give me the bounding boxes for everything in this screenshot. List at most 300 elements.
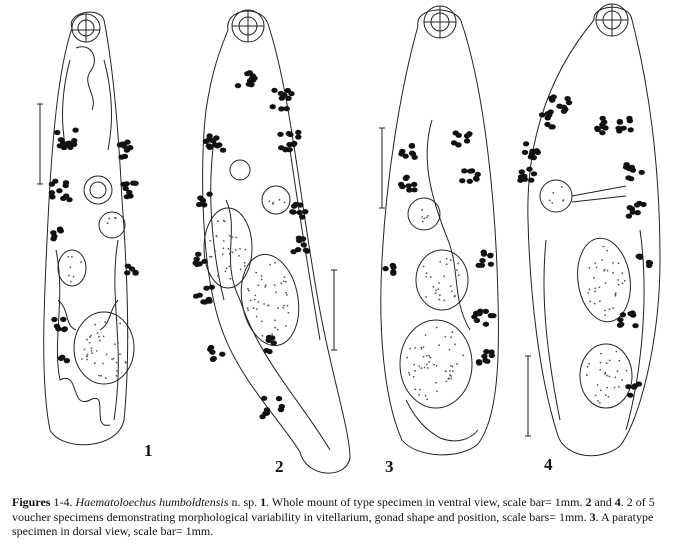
stipple-dot [244,262,246,264]
stipple-dot [232,252,234,254]
stipple-dot [261,321,263,323]
stipple-dot [449,349,451,351]
vitellarium-follicle [289,209,295,214]
vitellarium-follicle [127,145,133,150]
vitellarium-follicle [57,226,63,231]
stipple-dot [599,369,601,371]
vitellarium-follicle [206,297,212,302]
vitellarium-follicle [301,242,307,247]
stipple-dot [419,365,421,367]
stipple-dot [229,278,231,280]
stipple-dot [267,305,269,307]
vitellarium-follicle [464,138,470,143]
figure-number-1: 1 [144,441,153,460]
stipple-dot [449,370,451,372]
stipple-dot [587,366,589,368]
vitellarium-follicle [461,168,467,173]
stipple-dot [105,377,107,379]
stipple-dot [608,376,610,378]
stipple-dot [552,192,554,194]
stipple-dot [413,364,415,366]
vitellarium-follicle [251,76,257,81]
caption-text: . 2 of 5 voucher specimens demonstrating morphological variability in vitellarium, gonad shape and position, scale bars= 1mm. [12,495,655,524]
stipple-dot [106,354,108,356]
stipple-dot [443,276,445,278]
stipple-dot [94,324,96,326]
stipple-dot [604,310,606,312]
stipple-dot [254,299,256,301]
vitellarium-follicle [124,140,130,145]
stipple-dot [275,292,277,294]
stipple-dot [229,253,231,255]
stipple-dot [269,264,271,266]
caption-ref-1: 1 [260,495,267,509]
stipple-dot [603,246,605,248]
stipple-dot [258,301,260,303]
vitellarium-follicle [617,317,623,322]
stipple-dot [597,384,599,386]
stipple-dot [117,342,119,344]
figure-caption [12,495,672,539]
vitellarium-follicle [49,194,55,199]
vitellarium-follicle [534,148,540,153]
stipple-dot [238,255,240,257]
specimen-4-scale-bar [525,356,531,436]
stipple-dot [261,279,263,281]
stipple-dot [214,250,216,252]
vitellarium-follicle [209,285,215,290]
vitellarium-follicle [270,104,276,109]
stipple-dot [624,280,626,282]
stipple-dot [71,256,73,258]
stipple-dot [240,269,242,271]
vitellarium-follicle [627,393,633,398]
stipple-dot [271,333,273,335]
vitellarium-follicle [297,202,303,207]
stipple-dot [433,286,435,288]
vitellarium-follicle [476,263,482,268]
stipple-dot [230,250,232,252]
stipple-dot [594,303,596,305]
stipple-dot [116,362,118,364]
stipple-dot [446,258,448,260]
stipple-dot [215,235,217,237]
vitellarium-follicle [466,131,472,136]
vitellarium-follicle [488,262,494,267]
stipple-dot [436,365,438,367]
vitellarium-follicle [295,134,301,139]
vitellarium-follicle [411,182,417,187]
stipple-dot [425,334,427,336]
stipple-dot [425,395,427,397]
vitellarium-follicle [278,407,284,412]
stipple-dot [222,254,224,256]
stipple-dot [604,314,606,316]
stipple-dot [80,261,82,263]
stipple-dot [450,336,452,338]
stipple-dot [458,274,460,276]
stipple-dot [596,267,598,269]
vitellarium-follicle [206,192,212,197]
vitellarium-follicle [299,214,305,219]
vitellarium-follicle [63,193,69,198]
stipple-dot [424,367,426,369]
stipple-dot [253,307,255,309]
stipple-dot [599,300,601,302]
stipple-dot [462,354,464,356]
vitellarium-follicle [629,310,635,315]
vitellarium-follicle [411,187,417,192]
stipple-dot [87,354,89,356]
stipple-dot [446,263,448,265]
vitellaria-layer [49,70,653,419]
stipple-dot [430,357,432,359]
stipple-dot [443,300,445,302]
vitellarium-follicle [271,340,277,345]
stipple-dot [454,343,456,345]
vitellarium-follicle [219,352,225,357]
stipple-dot [284,202,286,204]
vitellarium-follicle [200,198,206,203]
stipple-dot [70,266,72,268]
stipple-dot [217,220,219,222]
vitellarium-follicle [132,270,138,275]
stipple-dot [414,389,416,391]
vitellarium-follicle [623,162,629,167]
stipple-dot [433,364,435,366]
stipple-dot [594,262,596,264]
specimen-1-scale-bar [37,104,43,184]
stipple-dot [451,291,453,293]
vitellarium-follicle [635,210,641,215]
stipple-dot [604,269,606,271]
stipple-dot [426,272,428,274]
stipple-dot [91,347,93,349]
stipple-dot [70,281,72,283]
stipple-dot [111,359,113,361]
vitellarium-follicle [195,252,201,257]
vitellarium-follicle [279,96,285,101]
stipple-dot [244,265,246,267]
vitellarium-follicle [285,88,291,93]
vitellarium-follicle [284,106,290,111]
vitellarium-follicle [286,147,292,152]
stipple-dot [561,186,563,188]
caption-ref-4: 4 [614,495,621,509]
stipple-dot [615,292,617,294]
vitellarium-follicle [627,205,633,210]
vitellarium-follicle [197,261,203,266]
vitellarium-follicle [615,126,621,131]
stipple-dot [211,256,213,258]
stipple-dot [618,284,620,286]
stipple-dot [73,276,75,278]
stipple-dot [235,237,237,239]
vitellarium-follicle [118,155,124,160]
stipple-dot [283,305,285,307]
stipple-dot [224,221,226,223]
vitellarium-follicle [399,149,405,154]
vitellarium-follicle [211,356,217,361]
vitellarium-follicle [51,317,57,322]
vitellarium-follicle [626,214,632,219]
caption-text: . A paratype specimen in dorsal view, scale bar= 1mm. [12,509,654,538]
vitellarium-follicle [601,119,607,124]
stipple-dot [593,277,595,279]
stipple-dot [600,390,602,392]
stipple-dot [272,203,274,205]
stipple-dot [612,307,614,309]
stipple-dot [284,276,286,278]
stipple-dot [451,331,453,333]
stipple-dot [597,400,599,402]
stipple-dot [587,292,589,294]
stipple-dot [247,288,249,290]
stipple-dot [612,262,614,264]
vitellarium-follicle [302,209,308,214]
stipple-dot [229,235,231,237]
vitellarium-follicle [522,150,528,155]
stipple-dot [209,240,211,242]
stipple-dot [452,370,454,372]
vitellarium-follicle [531,171,537,176]
vitellarium-follicle [390,271,396,276]
vitellarium-follicle [203,286,209,291]
stipple-dot [444,336,446,338]
specimen-2-drawing [203,10,350,473]
stipple-dot [421,216,423,218]
vitellarium-follicle [526,167,532,172]
vitellarium-follicle [287,132,293,137]
stipple-dot [127,335,129,337]
stipple-dot [614,377,616,379]
vitellarium-follicle [58,356,64,361]
stipple-dot [125,362,127,364]
stipple-dot [594,287,596,289]
vitellarium-follicle [531,155,537,160]
stipple-dot [589,288,591,290]
stipple-dot [609,308,611,310]
caption-species: Haematoloechus humboldtensis [75,495,229,509]
vitellarium-follicle [539,112,545,117]
stipple-dot [452,366,454,368]
vitellarium-follicle [290,142,296,147]
stipple-dot [450,375,452,377]
vitellarium-follicle [474,318,480,323]
stipple-dot [435,290,437,292]
caption-text: n. sp. [228,495,261,509]
stipple-dot [551,202,553,204]
stipple-dot [426,217,428,219]
stipple-dot [228,266,230,268]
stipple-dot [618,262,620,264]
stipple-dot [420,347,422,349]
stipple-dot [86,359,88,361]
stipple-dot [423,266,425,268]
stipple-dot [108,218,110,220]
specimen-2-scale-bar [331,270,337,350]
stipple-dot [607,270,609,272]
stipple-dot [446,381,448,383]
vitellarium-follicle [412,155,418,160]
stipple-dot [618,386,620,388]
vitellarium-follicle [490,313,496,318]
vitellarium-follicle [646,260,652,265]
stipple-dot [420,367,422,369]
vitellarium-follicle [56,188,62,193]
stipple-dot [425,296,427,298]
stipple-dot [586,374,588,376]
vitellarium-follicle [629,165,635,170]
vitellarium-follicle [295,130,301,135]
stipple-dot [277,307,279,309]
stipple-dot [217,275,219,277]
vitellarium-follicle [620,312,626,317]
stipple-dot [102,363,104,365]
stipple-dot [254,295,256,297]
stipple-dot [450,365,452,367]
stipple-dot [621,379,623,381]
stipple-dot [119,323,121,325]
stipple-dot [438,344,440,346]
stipple-dot [589,301,591,303]
vitellarium-follicle [49,182,55,187]
stipple-dot [91,350,93,352]
vitellarium-follicle [235,83,241,88]
stipple-dot [600,362,602,364]
stipple-dot [456,363,458,365]
vitellarium-follicle [459,178,465,183]
stipple-dot [226,267,228,269]
stipple-dot [426,364,428,366]
stipple-dot [90,335,92,337]
caption-lead: Figures [12,495,51,509]
stipple-dot [414,370,416,372]
stipple-dot [115,217,117,219]
vitellarium-follicle [200,299,206,304]
stipple-dot [279,199,281,201]
stipple-dot [248,290,250,292]
vitellarium-follicle [50,230,56,235]
stipple-dot [98,375,100,377]
stipple-dot [209,256,211,258]
stipple-dot [425,276,427,278]
stipple-dot [116,370,118,372]
stipple-dot [265,284,267,286]
stipple-dot [231,236,233,238]
vitellarium-follicle [562,107,568,112]
stipple-dot [255,272,257,274]
stipple-dot [256,316,258,318]
caption-text: and [591,495,615,509]
stipple-dot [450,285,452,287]
vitellarium-follicle [617,323,623,328]
stipple-dot [451,378,453,380]
stipple-dot [91,352,93,354]
stipple-dot [437,289,439,291]
stipple-dot [423,346,425,348]
stipple-dot [96,350,98,352]
stipple-dot [274,327,276,329]
vitellarium-follicle [124,181,130,186]
vitellarium-follicle [456,133,462,138]
vitellarium-follicle [617,120,623,125]
stipple-dot [285,325,287,327]
vitellarium-follicle [640,202,646,207]
vitellarium-follicle [63,180,69,185]
vitellarium-follicle [477,309,483,314]
stipple-dot [287,305,289,307]
stipple-dot [606,375,608,377]
stipple-dot [97,332,99,334]
vitellarium-follicle [61,145,67,150]
stipple-dot [604,372,606,374]
stipple-dot [94,362,96,364]
vitellarium-follicle [244,71,250,76]
vitellarium-follicle [521,174,527,179]
specimen-3-drawing [381,6,499,455]
vitellarium-follicle [625,384,631,389]
vitellarium-follicle [634,202,640,207]
stipple-dot [285,292,287,294]
vitellarium-follicle [545,111,551,116]
vitellarium-follicle [124,270,130,275]
stipple-dot [288,312,290,314]
stipple-dot [456,269,458,271]
stipple-dot [600,353,602,355]
stipple-dot [626,370,628,372]
stipple-dot [605,282,607,284]
vitellarium-follicle [263,348,269,353]
vitellarium-follicle [484,359,490,364]
stipple-dot [67,256,69,258]
stipple-dot [285,281,287,283]
stipple-dot [438,299,440,301]
vitellarium-follicle [303,248,309,253]
stipple-dot [588,363,590,365]
vitellarium-follicle [631,385,637,390]
stipple-dot [427,215,429,217]
vitellarium-follicle [278,91,284,96]
vitellarium-follicle [399,184,405,189]
vitellarium-follicle [639,170,645,175]
stipple-dot [257,284,259,286]
caption-ref-2: 2 [585,495,592,509]
vitellarium-follicle [479,258,485,263]
stipple-dot [274,262,276,264]
stipple-dot [599,287,601,289]
stipple-dot [86,339,88,341]
stipple-dot [116,375,118,377]
stipple-dot [99,340,101,342]
vitellarium-follicle [62,326,68,331]
stipple-dot [408,372,410,374]
vitellarium-follicle [54,324,60,329]
stipple-dot [274,284,276,286]
stipple-dot [89,342,91,344]
vitellarium-follicle [67,142,73,147]
figure-number-4: 4 [544,455,553,474]
stipple-dot [605,394,607,396]
stipple-dot [84,349,86,351]
stipple-dot [589,267,591,269]
stipple-dot [549,200,551,202]
vitellarium-follicle [220,148,226,153]
stipple-dot [594,291,596,293]
stipple-dot [282,307,284,309]
vitellarium-follicle [523,141,529,146]
stipple-dot [457,263,459,265]
